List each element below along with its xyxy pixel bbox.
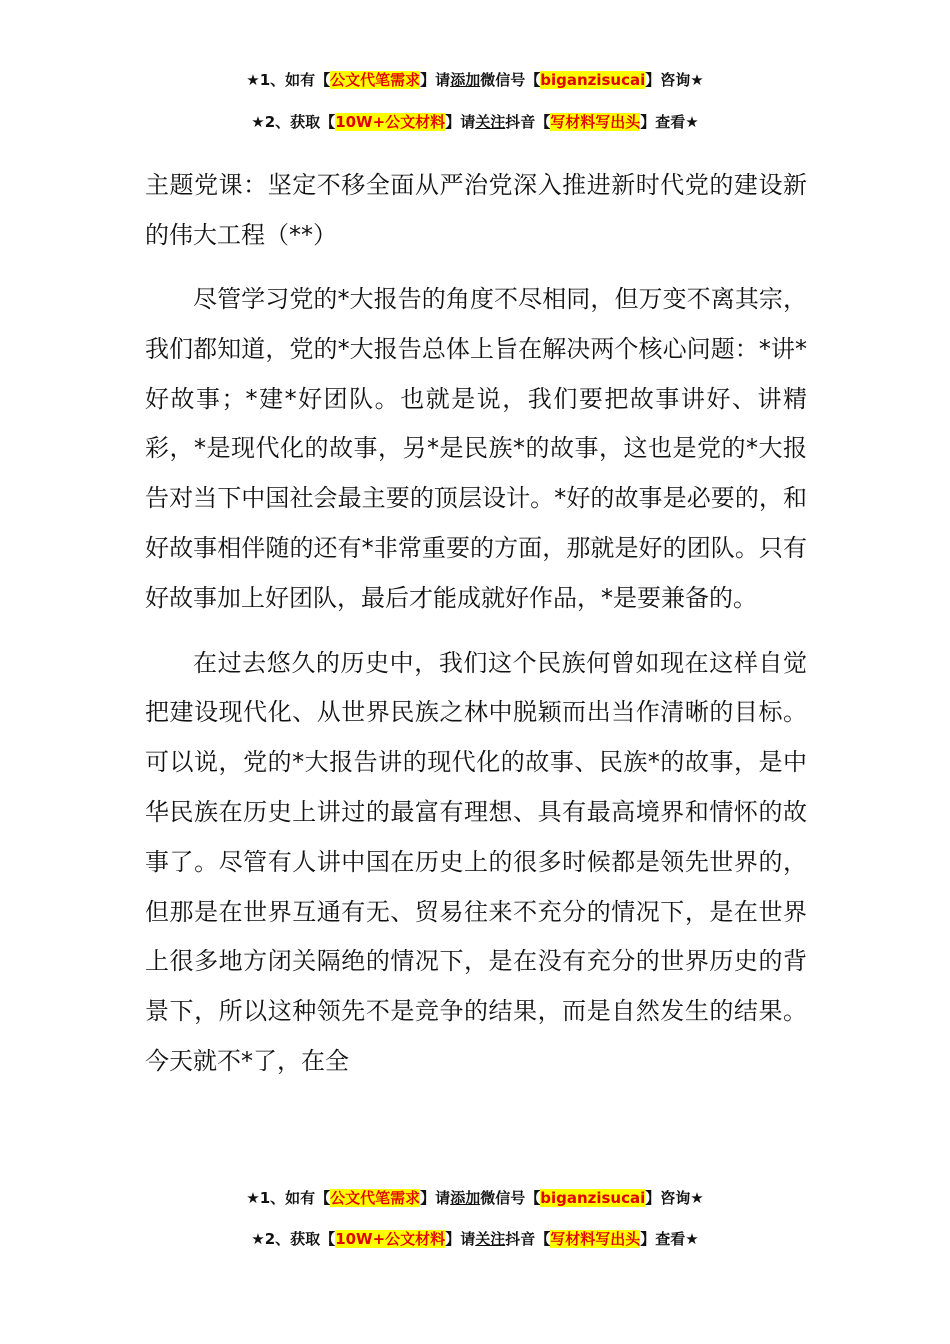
banner-text: ★1、如有【 bbox=[246, 1189, 331, 1207]
banner-highlight: biganzisucai bbox=[540, 71, 646, 89]
banner-underline: 关注 bbox=[475, 113, 506, 131]
banner-highlight: 10W+公文材料 bbox=[335, 1230, 446, 1248]
paragraph: 在过去悠久的历史中，我们这个民族何曾如现在这样自觉把建设现代化、从世界民族之林中脱颖而出当作清晰的目标。可以说，党的*大报告讲的现代化的故事、民族*的故事，是中华民族在历史上讲过的最富有理想、具有最高境界和情怀的故事了。尽管有人讲中国在历史上的很多时候都是领先世界的，但那是在世界互通有无、贸易往来不充分的情况下，是在世界上很多地方闭关隔绝的情况下，是在没有充分的世界历史的背景下，所以这种领先不是竞争的结果，而是自然发生的结果。今天就不*了，在全 bbox=[145, 648, 807, 1075]
document-body bbox=[145, 160, 807, 1087]
paragraph: 尽管学习党的*大报告的角度不尽相同，但万变不离其宗，我们都知道，党的*大报告总体上旨在解决两个核心问题：*讲*好故事；*建*好团队。也就是说，我们要把故事讲好、讲精彩，*是现代化的故事，另*是民族*的故事，这也是党的*大报告对当下中国社会最主要的顶层设计。*好的故事是必要的，和好故事相伴随的还有*非常重要的方面，那就是好的团队。只有好故事加上好团队，最后才能成就好作品，*是要兼备的。 bbox=[145, 285, 807, 612]
banner-text: 抖音【 bbox=[505, 1230, 551, 1248]
banner-text: ★2、获取【 bbox=[251, 1230, 336, 1248]
promo-banner-bottom-line-1 bbox=[0, 1188, 950, 1208]
banner-text: 】查看★ bbox=[640, 113, 699, 131]
banner-text: 微信号【 bbox=[480, 1189, 541, 1207]
banner-highlight: biganzisucai bbox=[540, 1189, 646, 1207]
banner-highlight: 公文代笔需求 bbox=[330, 1189, 421, 1207]
banner-underline: 添加 bbox=[450, 71, 481, 89]
banner-underline: 添加 bbox=[450, 1189, 481, 1207]
banner-text: 】请 bbox=[420, 71, 451, 89]
banner-highlight: 公文代笔需求 bbox=[330, 71, 421, 89]
banner-text: 微信号【 bbox=[480, 71, 541, 89]
banner-underline: 关注 bbox=[475, 1230, 506, 1248]
banner-text: 】咨询★ bbox=[645, 71, 704, 89]
banner-text: 】请 bbox=[420, 1189, 451, 1207]
banner-text: 】查看★ bbox=[640, 1230, 699, 1248]
banner-text: ★2、获取【 bbox=[251, 113, 336, 131]
promo-banner-top-line-1 bbox=[0, 70, 950, 90]
banner-text: 】请 bbox=[445, 1230, 476, 1248]
promo-banner-top-line-2 bbox=[0, 112, 950, 132]
document-title: 主题党课：坚定不移全面从严治党深入推进新时代党的建设新的伟大工程（**） bbox=[145, 171, 807, 249]
promo-banner-bottom-line-2 bbox=[0, 1229, 950, 1249]
banner-text: 】咨询★ bbox=[645, 1189, 704, 1207]
banner-highlight: 10W+公文材料 bbox=[335, 113, 446, 131]
banner-text: ★1、如有【 bbox=[246, 71, 331, 89]
banner-highlight: 写材料写出头 bbox=[550, 1230, 641, 1248]
banner-highlight: 写材料写出头 bbox=[550, 113, 641, 131]
banner-text: 抖音【 bbox=[505, 113, 551, 131]
banner-text: 】请 bbox=[445, 113, 476, 131]
